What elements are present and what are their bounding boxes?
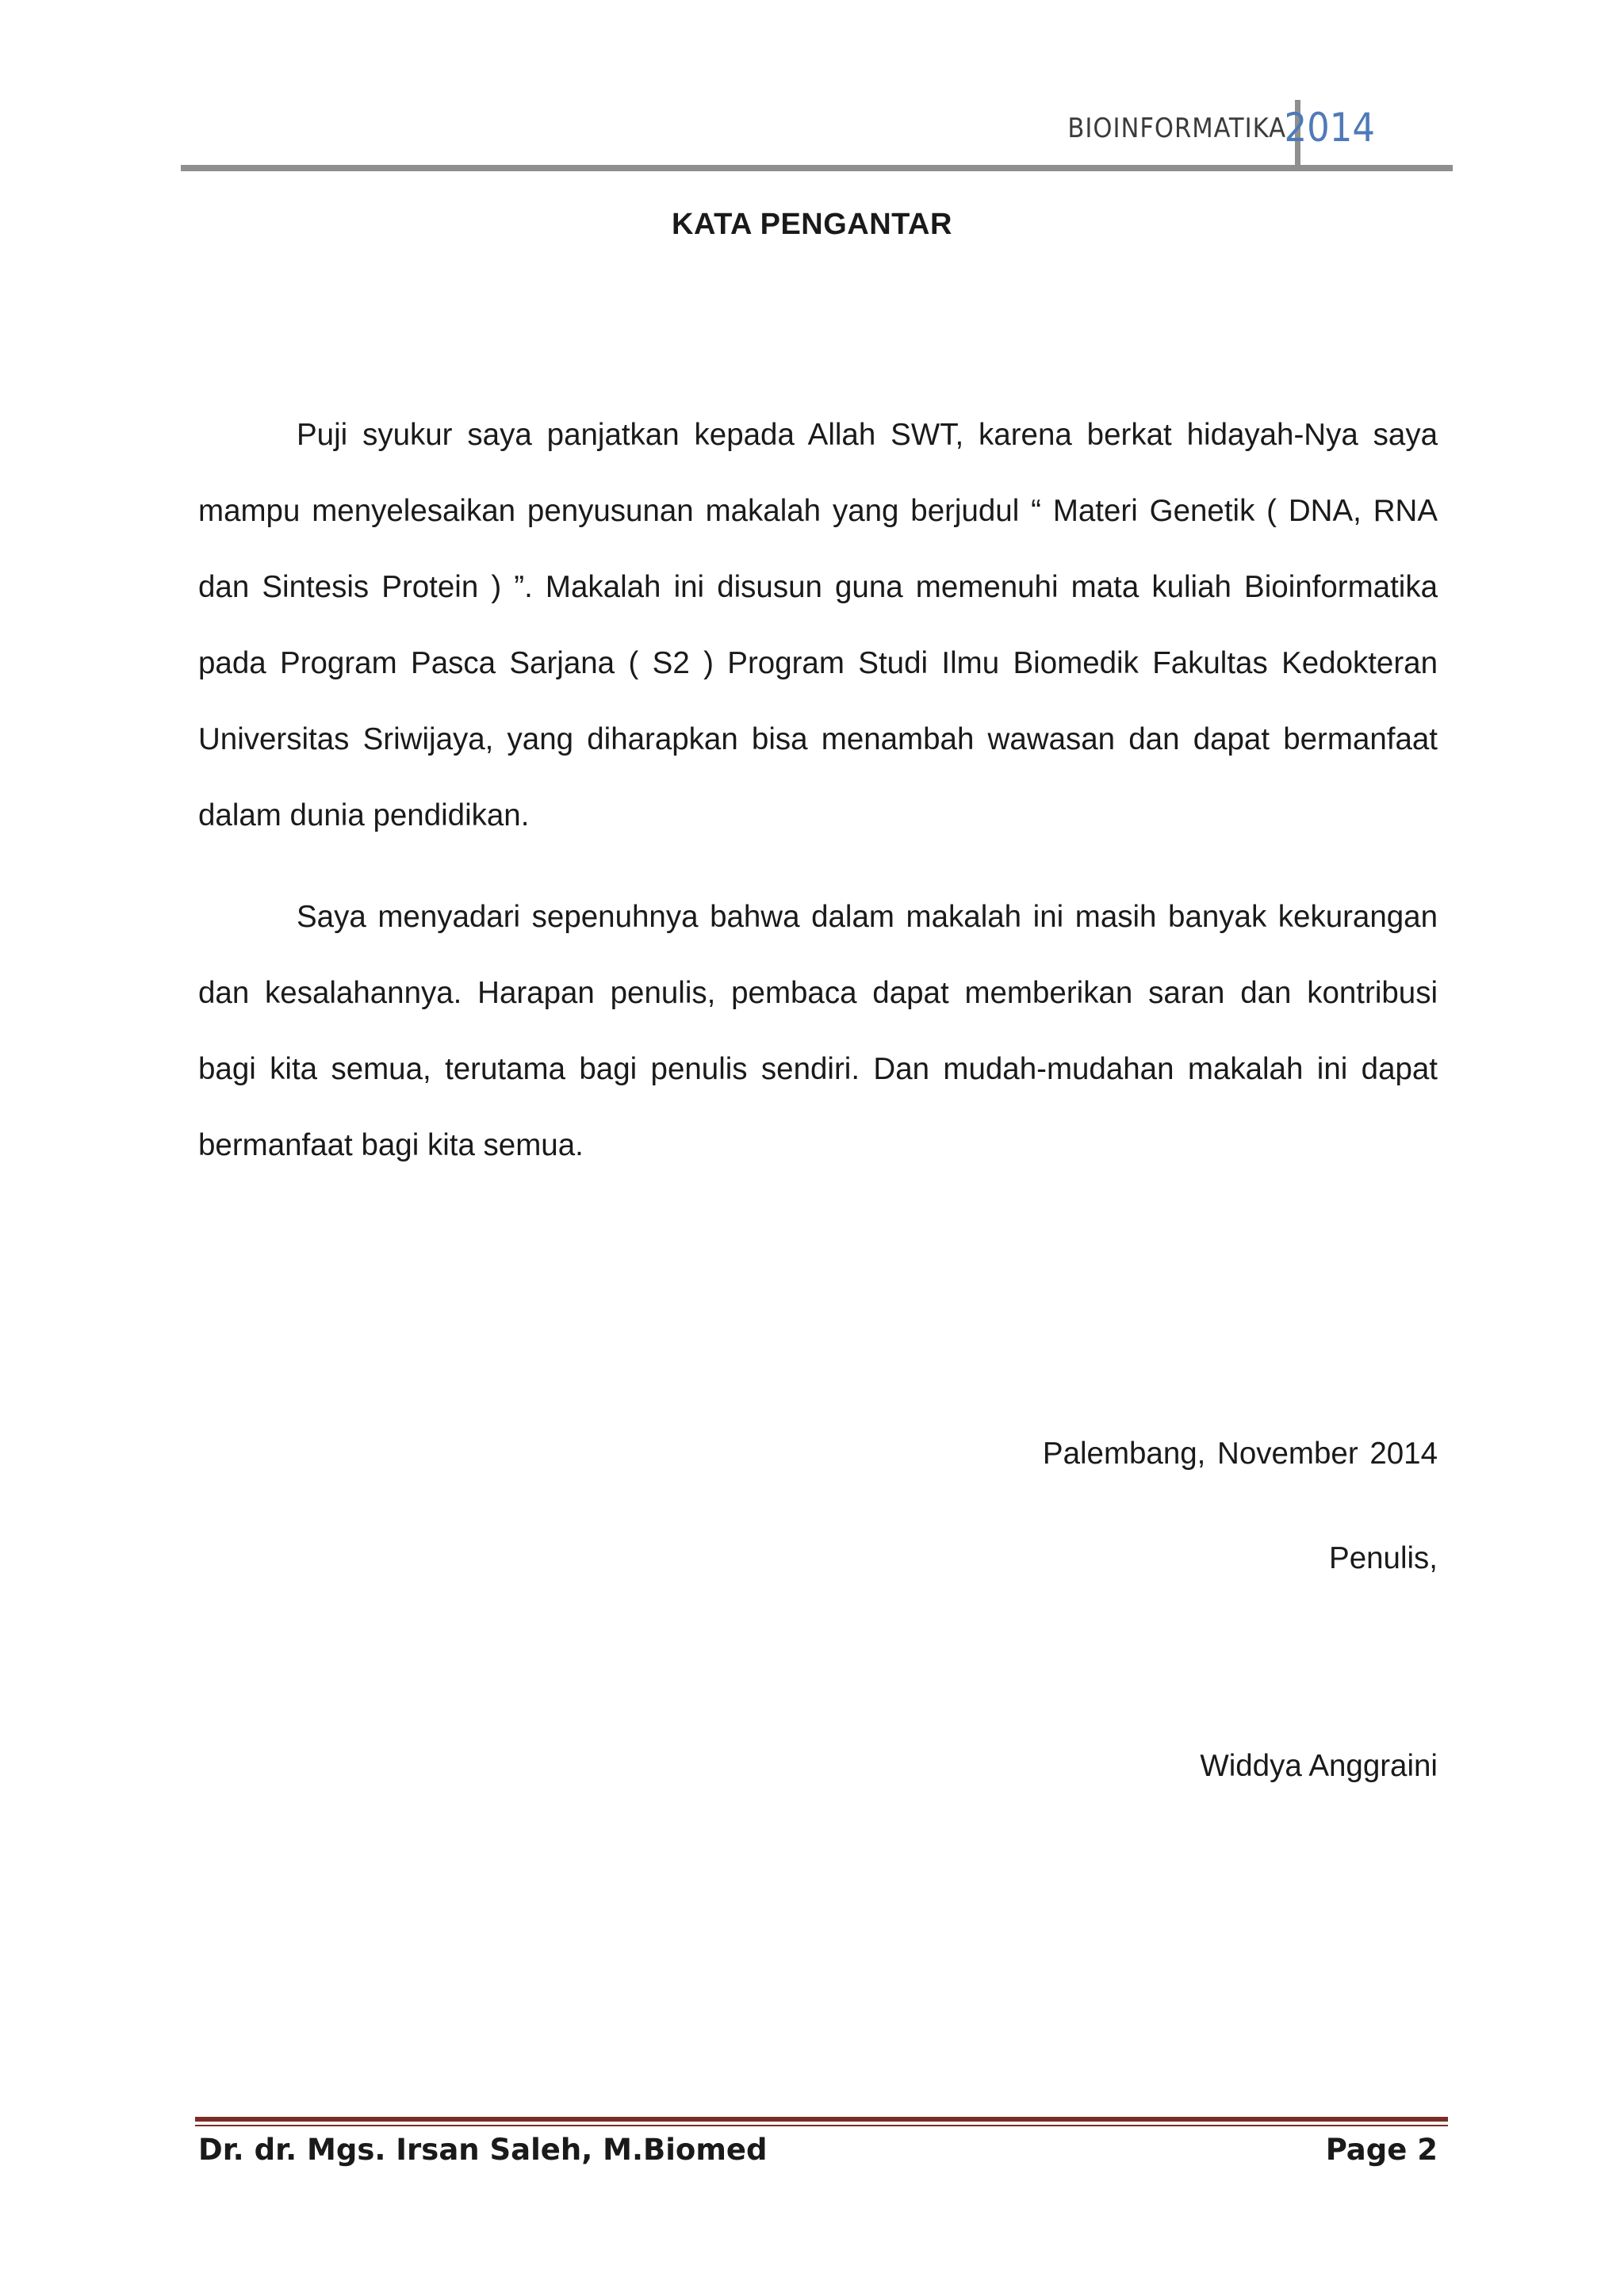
- body-paragraph-1: [198, 397, 1438, 854]
- page-header: [181, 95, 1453, 171]
- paragraph-text: Puji syukur saya panjatkan kepada Allah SWT, karena berkat hidayah-Nya saya mampu menyelesaikan penyusunan makalah yang berjudul “ Materi Genetik ( DNA, RNA dan Sintesis Protein ) ”. Makalah ini disusun guna memenuhi mata kuliah Bioinformatika pada Program Pasca Sarjana ( S2 ) Program Studi Ilmu Biomedik Fakultas Kedokteran Universitas Sriwijaya, yang diharapkan bisa menambah wawasan dan dapat bermanfaat dalam dunia pendidikan.: [198, 418, 1438, 832]
- header-document-title: BIOINFORMATIKA: [1067, 113, 1286, 144]
- body-paragraph-2: [198, 879, 1438, 1184]
- header-rule: [181, 165, 1453, 171]
- footer-rule: [195, 2117, 1448, 2122]
- signature-role: Penulis,: [1329, 1541, 1438, 1575]
- page-title: KATA PENGANTAR: [672, 208, 952, 241]
- footer-author: Dr. dr. Mgs. Irsan Saleh, M.Biomed: [198, 2133, 768, 2167]
- signature-place-date: Palembang, November 2014: [1042, 1437, 1438, 1471]
- header-year: 2014: [1284, 105, 1375, 151]
- footer-page-number: Page 2: [1325, 2133, 1438, 2167]
- footer-rule-thin: [195, 2125, 1448, 2126]
- signature-name: Widdya Anggraini: [1200, 1749, 1438, 1783]
- paragraph-text: Saya menyadari sepenuhnya bahwa dalam makalah ini masih banyak kekurangan dan kesalahannya. Harapan penulis, pembaca dapat memberikan saran dan kontribusi bagi kita semua, terutama bagi penulis sendiri. Dan mudah-mudahan makalah ini dapat bermanfaat bagi kita semua.: [198, 900, 1438, 1162]
